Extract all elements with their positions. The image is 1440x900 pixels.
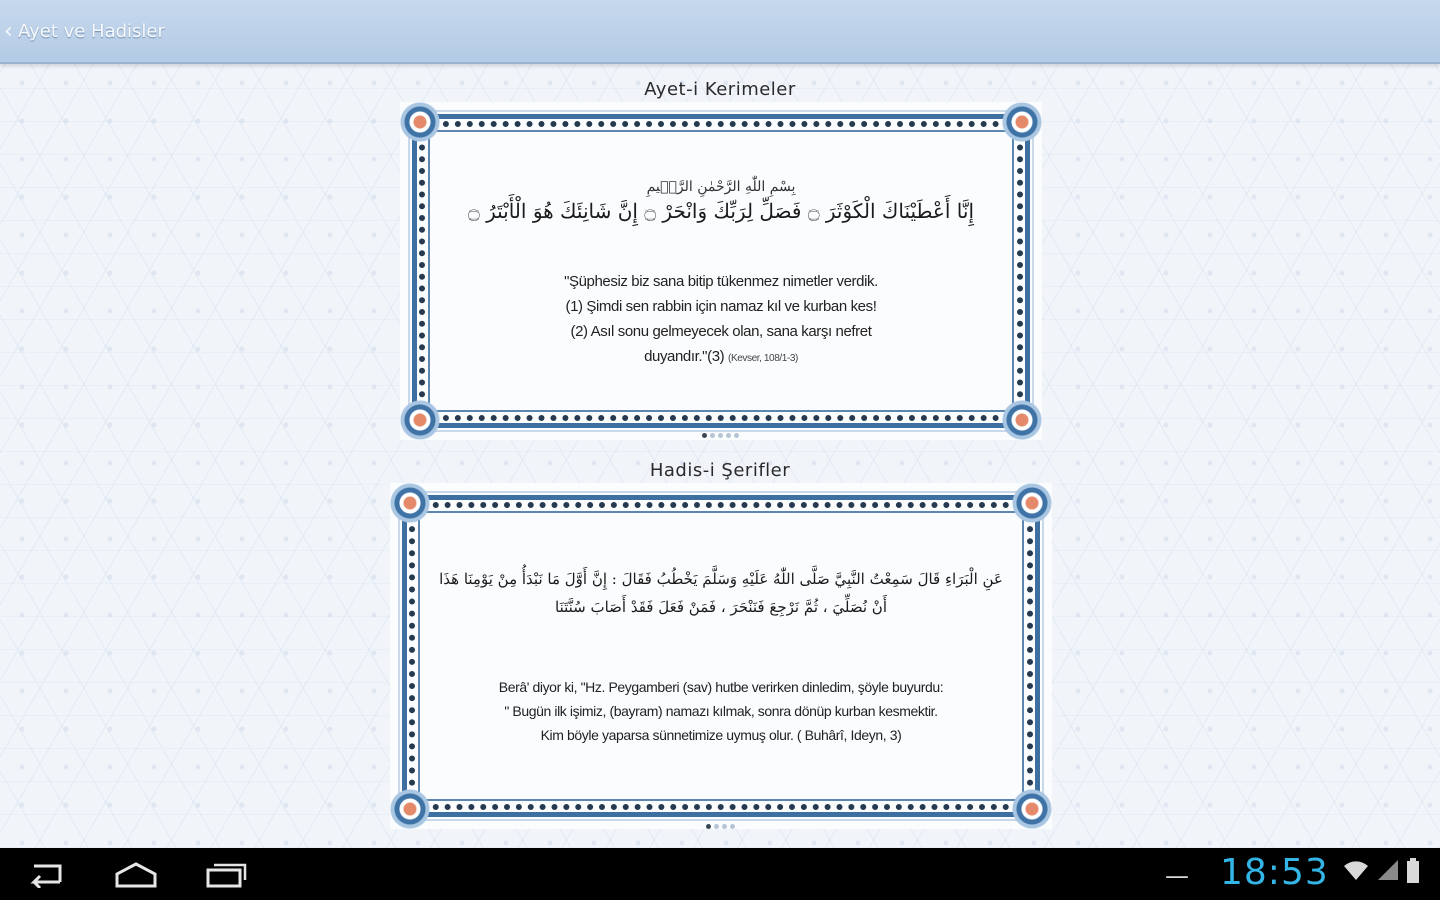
hadis-translation-line: " Bugün ilk işimiz, (bayram) namazı kılmak, sonra dönüp kurban kesmektir. — [504, 703, 938, 719]
ayet-page-indicator — [0, 433, 1440, 438]
page-dot — [726, 433, 731, 438]
page-dot — [722, 824, 727, 829]
battery-icon — [1406, 858, 1420, 890]
back-arrow-icon[interactable] — [16, 856, 76, 892]
ayet-translation-line — [644, 344, 798, 371]
hadis-card[interactable] — [390, 483, 1052, 829]
ayet-translation-line: (1) Şimdi sen rabbin için namaz kıl ve kurban kes! — [565, 298, 877, 315]
corner-ornament-icon — [1012, 789, 1052, 829]
hadis-section-title: Hadis-i Şerifler — [649, 460, 791, 481]
action-bar — [0, 0, 1440, 64]
system-navigation-bar — [0, 848, 1440, 900]
page-dot — [710, 433, 715, 438]
ayet-translation-line: (2) Asıl sonu gelmeyecek olan, sana karşı nefret — [570, 323, 872, 340]
ayet-translation-end: duyandır."(3) — [644, 348, 725, 365]
page-dot-active — [706, 824, 711, 829]
ayet-arabic-text: إِنَّا أَعْطَيْنَاكَ الْكَوْثَرَ ۝ فَصَلِّ لِرَبِّكَ وَانْحَرْ ۝ إِنَّ شَانِئَكَ هُوَ الْأَبْتَرُ ۝ — [468, 199, 974, 223]
page-dot — [714, 824, 719, 829]
basmala: بِسْمِ اللّٰهِ الرَّحْمٰنِ الرَّح۪يمِ — [646, 179, 796, 195]
page-dot — [734, 433, 739, 438]
home-icon[interactable] — [106, 856, 166, 892]
ayet-card[interactable] — [400, 102, 1042, 440]
ayet-translation-line: "Şüphesiz biz sana bitip tükenmez nimetler verdik. — [564, 273, 878, 290]
clock[interactable]: 18:53 — [1220, 852, 1329, 893]
up-chevron-icon[interactable]: ‹ — [4, 18, 13, 44]
ayet-section-title: Ayet-i Kerimeler — [644, 79, 796, 100]
corner-ornament-icon — [1002, 102, 1042, 142]
dash-icon: — — [1165, 862, 1189, 890]
signal-icon — [1376, 858, 1400, 888]
recent-apps-icon[interactable] — [196, 856, 256, 892]
ayet-reference: (Kevser, 108/1-3) — [728, 353, 798, 364]
hadis-translation-line: Kim böyle yaparsa sünnetimize uymuş olur. ( Buhârî, Ideyn, 3) — [540, 727, 902, 743]
page-dot — [718, 433, 723, 438]
wifi-icon — [1342, 858, 1370, 888]
page-dot-active — [702, 433, 707, 438]
corner-ornament-icon — [390, 789, 430, 829]
app-title[interactable]: Ayet ve Hadisler — [18, 20, 165, 42]
corner-ornament-icon — [400, 102, 440, 142]
corner-ornament-icon — [1012, 483, 1052, 523]
page-dot — [730, 824, 735, 829]
hadis-translation-line: Berâ' diyor ki, "Hz. Peygamberi (sav) hutbe verirken dinledim, şöyle buyurdu: — [498, 679, 944, 695]
corner-ornament-icon — [390, 483, 430, 523]
hadis-arabic-text: عَنِ الْبَرَاءِ قَالَ سَمِعْتُ النَّبِيَّ صَلَّى اللّٰهُ عَلَيْهِ وَسَلَّمَ يَخْطُبُ فَقَالَ : إِنَّ أَوَّلَ مَا نَبْدَأُ مِنْ يَوْمِنَا هَذَا أَنْ نُصَلِّيَ ، ثُمَّ نَرْجِعَ فَنَنْحَرَ ، فَمَنْ فَعَلَ فَقَدْ أَصَابَ سُنَّتَنَا — [439, 570, 1003, 616]
hadis-page-indicator — [0, 824, 1440, 829]
